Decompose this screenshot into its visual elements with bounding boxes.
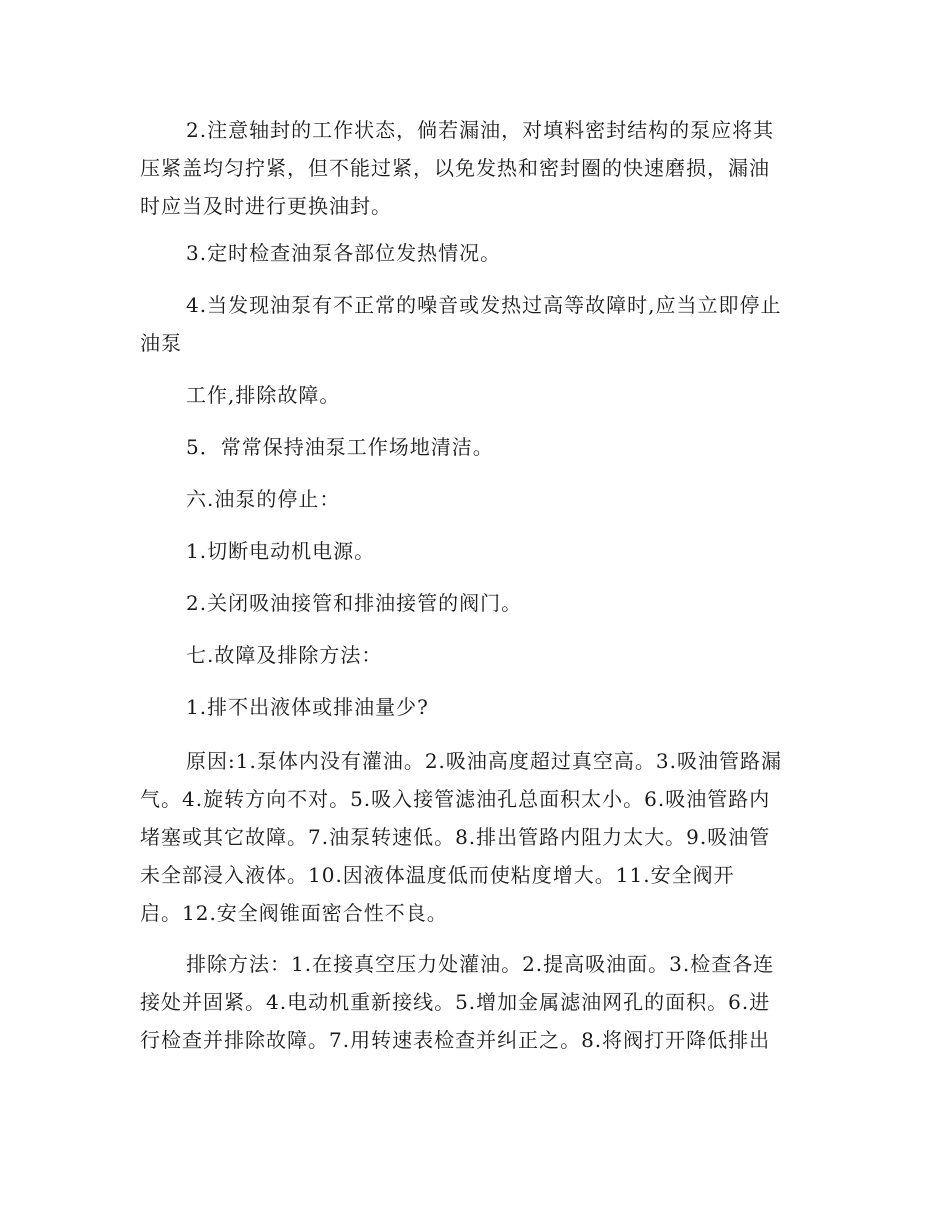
text-line: 原因:1.泵体内没有灌油。2.吸油高度超过真空高。3.吸油管路漏 (186, 749, 782, 773)
paragraph-remedies (140, 945, 810, 1059)
text-line: 时应当及时进行更换油封。 (140, 194, 392, 218)
paragraph-no-discharge (140, 688, 810, 726)
paragraph-heat-check (140, 234, 810, 272)
text-line: 气。4.旋转方向不对。5.吸入接管滤油孔总面积太小。6.吸油管路内 (140, 787, 771, 811)
paragraph-cut-power (140, 532, 810, 570)
text-line: 接处并固紧。4.电动机重新接线。5.增加金属滤油网孔的面积。6.进 (140, 990, 771, 1014)
text-line: 工作,排除故障。 (186, 383, 341, 407)
text-line: 1.排不出液体或排油量少? (186, 695, 429, 719)
text-line: 2.注意轴封的工作状态，倘若漏油，对填料密封结构的泵应将其 (186, 118, 775, 142)
text-line: 3.定时检查油泵各部位发热情况。 (186, 241, 502, 265)
paragraph-keep-clean (140, 428, 810, 466)
section-heading-faults (140, 636, 810, 674)
text-line: 行检查并排除故障。7.用转速表检查并纠正之。8.将阀打开降低排出 (140, 1028, 771, 1052)
paragraph-troubleshoot (140, 376, 810, 414)
text-line: 未全部浸入液体。10.因液体温度低而使粘度增大。11.安全阀开 (140, 863, 735, 887)
paragraph-abnormal-noise (140, 286, 810, 362)
text-line: 5．常常保持油泵工作场地清洁。 (186, 435, 494, 459)
text-line: 六.油泵的停止： (186, 487, 341, 511)
text-line: 七.故障及排除方法： (186, 643, 383, 667)
text-line: 油泵 (140, 331, 182, 355)
paragraph-causes (140, 742, 810, 932)
text-line: 排除方法：1.在接真空压力处灌油。2.提高吸油面。3.检查各连 (186, 952, 775, 976)
section-heading-stop (140, 480, 810, 518)
text-line: 1.切断电动机电源。 (186, 539, 376, 563)
paragraph-shaft-seal (140, 111, 810, 225)
text-line: 2.关闭吸油接管和排油接管的阀门。 (186, 591, 523, 615)
paragraph-close-valves (140, 584, 810, 622)
text-line: 压紧盖均匀拧紧，但不能过紧，以免发热和密封圈的快速磨损，漏油 (140, 156, 770, 180)
text-line: 堵塞或其它故障。7.油泵转速低。8.排出管路内阻力太大。9.吸油管 (140, 825, 771, 849)
text-line: 启。12.安全阀锥面密合性不良。 (140, 901, 448, 925)
text-line: 4.当发现油泵有不正常的噪音或发热过高等故障时,应当立即停止 (186, 293, 782, 317)
